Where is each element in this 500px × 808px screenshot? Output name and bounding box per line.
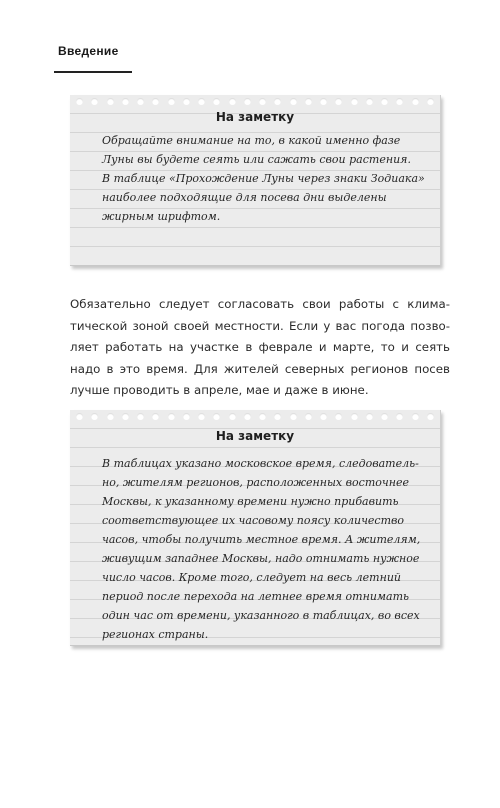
note-title: На заметку [215, 429, 295, 443]
note-line: но, жителям регионов, расположенных восточнее [102, 476, 409, 489]
note-line: период после перехода на летнее время отнимать [102, 590, 410, 603]
body-line: надо в это время. Для жителей северных регионов посев [70, 361, 450, 376]
note-line: В таблицах указано московское время, следователь- [102, 457, 419, 470]
note-line: жирным шрифтом. [102, 210, 221, 223]
note-text [102, 131, 425, 226]
note-card-2 [70, 410, 441, 646]
note-line: соответствующее их часовому поясу количество [102, 514, 405, 527]
note-line: часов, чтобы получить местное время. А жителям, [102, 533, 421, 546]
note-line: живущим западнее Москвы, надо отнимать нужное [102, 552, 420, 565]
binder-holes [76, 98, 434, 108]
note-line: Обращайте внимание на то, в какой именно фазе [102, 134, 401, 147]
note-title: На заметку [215, 110, 295, 124]
note-line: В таблице «Прохождение Луны через знаки Зодиака» [102, 172, 425, 185]
note-line: регионах страны. [102, 628, 209, 641]
note-line: Луны вы будете сеять или сажать свои растения. [102, 153, 411, 166]
header-rule [54, 71, 132, 73]
note-card-1 [70, 95, 441, 266]
section-header: Введение [58, 44, 119, 58]
body-line: ляет работать на участке в феврале и марте, то и сеять [70, 340, 450, 355]
body-line: лучше проводить в апреле, мае и даже в июне. [70, 383, 369, 398]
note-text [102, 454, 422, 644]
note-line: Москвы, к указанному времени нужно прибавить [102, 495, 399, 508]
binder-holes [76, 413, 434, 423]
body-paragraph [70, 294, 450, 402]
note-line: наиболее подходящие для посева дни выделены [102, 191, 387, 204]
body-line: тической зоной своей местности. Если у вас погода позво- [70, 318, 450, 333]
note-line: число часов. Кроме того, следует на весь летний [102, 571, 402, 584]
body-line: Обязательно следует согласовать свои работы с клима- [70, 297, 450, 311]
note-line: один час от времени, указанного в таблицах, во всех [102, 609, 420, 622]
